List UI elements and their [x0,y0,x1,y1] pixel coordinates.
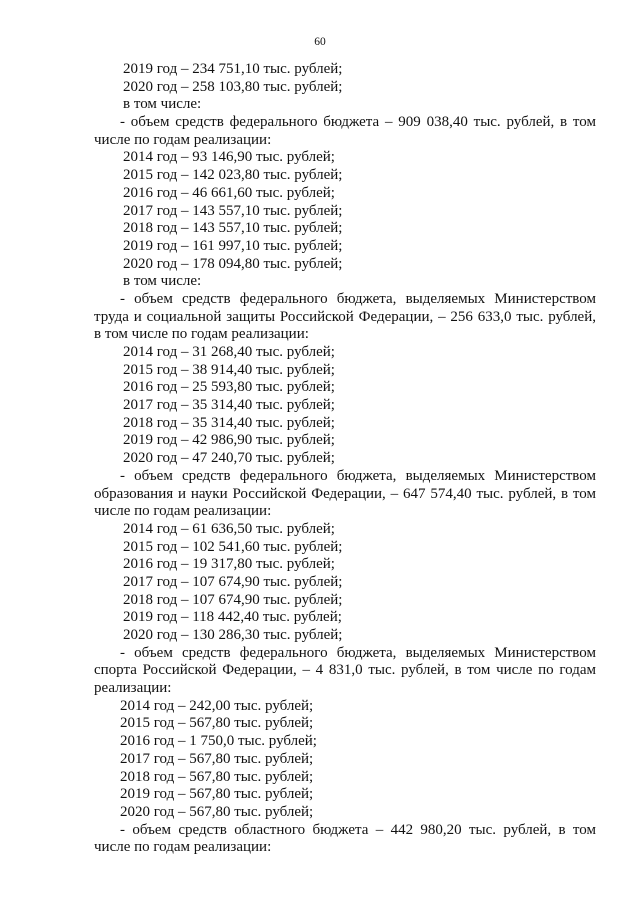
text-line: 2019 год – 161 997,10 тыс. рублей; [123,237,343,254]
text-line: 2019 год – 567,80 тыс. рублей; [120,786,314,803]
text-line: 2019 год – 42 986,90 тыс. рублей; [123,432,335,449]
page-number: 60 [314,36,326,48]
text-line: числе по годам реализации: [94,839,272,856]
text-line: 2014 год – 31 268,40 тыс. рублей; [123,344,335,360]
text-line: 2020 год – 567,80 тыс. рублей; [120,803,314,820]
text-line: - объем средств областного бюджета – 442 980,20 тыс. рублей, в том [120,821,596,838]
text-line: - объем средств федерального бюджета, выделяемых Министерством [120,290,596,307]
text-line: - объем средств федерального бюджета, выделяемых Министерством [120,467,596,484]
text-line: 2020 год – 258 103,80 тыс. рублей; [123,78,343,95]
text-line: 2014 год – 93 146,90 тыс. рублей; [123,149,335,166]
text-line: - объем средств федерального бюджета, выделяемых Министерством [120,644,596,661]
text-line: 2020 год – 130 286,30 тыс. рублей; [123,627,343,643]
text-line: 2015 год – 142 023,80 тыс. рублей; [123,167,343,184]
text-line: 2015 год – 102 541,60 тыс. рублей; [123,538,343,555]
text-line: в том числе: [123,96,202,113]
text-line: реализации: [94,680,172,697]
text-line: 2017 год – 35 314,40 тыс. рублей; [123,397,335,414]
text-line: 2015 год – 38 914,40 тыс. рублей; [123,361,335,378]
text-line: 2017 год – 107 674,90 тыс. рублей; [123,573,343,590]
text-line: спорта Российской Федерации, – 4 831,0 тыс. рублей, в том числе по годам [94,662,596,679]
text-line: 2014 год – 242,00 тыс. рублей; [120,697,314,714]
text-line: 2017 год – 567,80 тыс. рублей; [120,750,314,767]
text-line: труда и социальной защиты Российской Федерации, – 256 633,0 тыс. рублей, [94,308,596,325]
text-line: 2019 год – 118 442,40 тыс. рублей; [123,609,342,626]
text-line: числе по годам реализации: [94,131,272,148]
text-line: в том числе по годам реализации: [94,326,309,343]
text-line: 2017 год – 143 557,10 тыс. рублей; [123,202,343,219]
text-line: 2014 год – 61 636,50 тыс. рублей; [123,520,335,537]
text-line: 2016 год – 19 317,80 тыс. рублей; [123,556,335,573]
text-line: 2020 год – 47 240,70 тыс. рублей; [123,450,335,467]
text-line: 2015 год – 567,80 тыс. рублей; [120,715,314,732]
text-line: 2019 год – 234 751,10 тыс. рублей; [123,61,343,77]
text-line: в том числе: [123,273,202,290]
text-line: 2018 год – 567,80 тыс. рублей; [120,768,314,785]
text-line: 2016 год – 46 661,60 тыс. рублей; [123,184,335,201]
text-line: образования и науки Российской Федерации, – 647 574,40 тыс. рублей, в том [94,485,596,502]
text-line: 2018 год – 107 674,90 тыс. рублей; [123,591,343,608]
text-line: - объем средств федерального бюджета – 909 038,40 тыс. рублей, в том [120,114,596,131]
text-line: 2016 год – 1 750,0 тыс. рублей; [120,733,317,750]
text-line: числе по годам реализации: [94,503,272,520]
document-body [94,61,596,857]
text-line: 2018 год – 143 557,10 тыс. рублей; [123,220,343,237]
text-line: 2018 год – 35 314,40 тыс. рублей; [123,414,335,431]
text-line: 2016 год – 25 593,80 тыс. рублей; [123,379,335,396]
text-line: 2020 год – 178 094,80 тыс. рублей; [123,255,343,272]
